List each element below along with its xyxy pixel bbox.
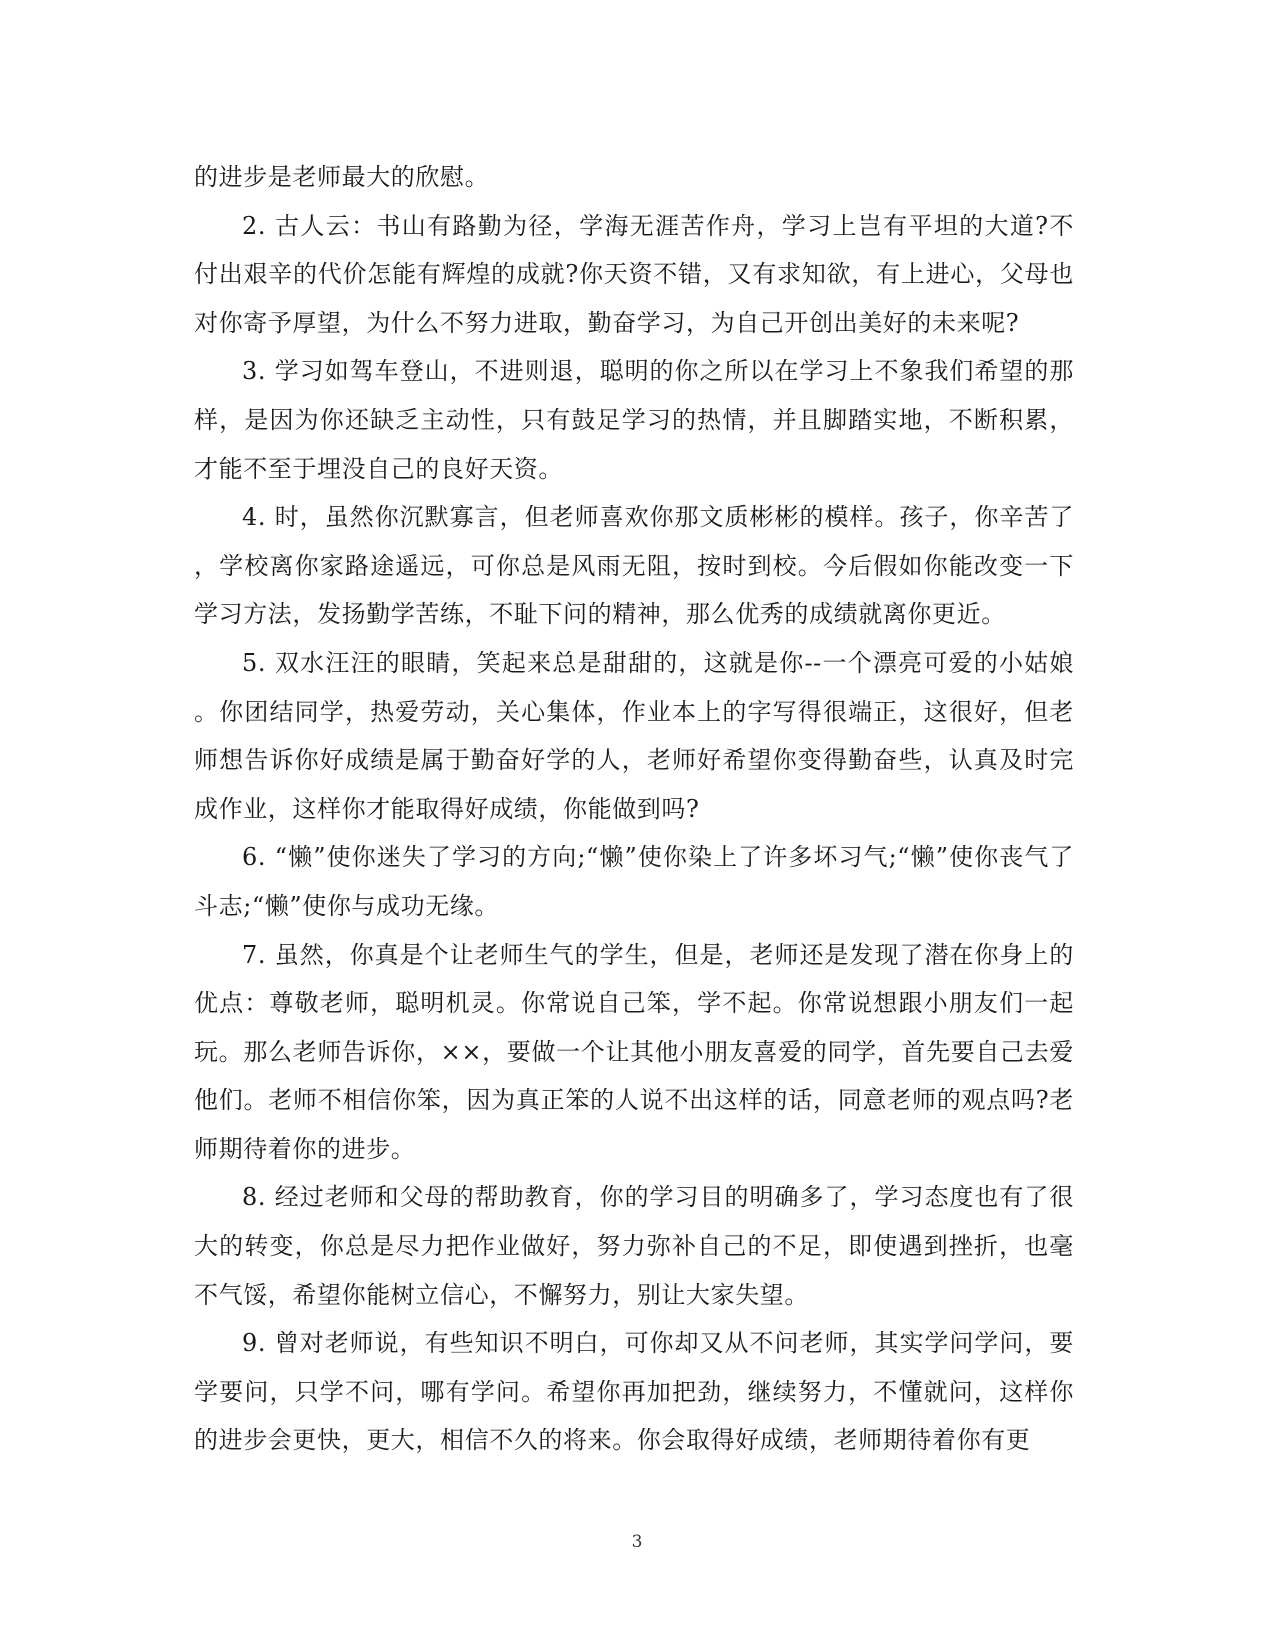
paragraph-item-6: 6. “懒”使你迷失了学习的方向;“懒”使你染上了许多坏习气;“懒”使你丧气了斗志;“懒”使你与成功无缘。 bbox=[194, 843, 1074, 920]
paragraph-item-8: 8. 经过老师和父母的帮助教育，你的学习目的明确多了，学习态度也有了很大的转变，你总是尽力把作业做好，努力弥补自己的不足，即使遇到挫折，也毫不气馁，希望你能树立信心，不懈努力，别让大家失望。 bbox=[194, 1183, 1074, 1309]
paragraph-item-5: 5. 双水汪汪的眼睛，笑起来总是甜甜的，这就是你--一个漂亮可爱的小姑娘。你团结同学，热爱劳动，关心集体，作业本上的字写得很端正，这很好，但老师想告诉你好成绩是属于勤奋好学的人，老师好希望你变得勤奋些，认真及时完成作业，这样你才能取得好成绩，你能做到吗? bbox=[194, 648, 1074, 823]
paragraph-item-4: 4. 时，虽然你沉默寡言，但老师喜欢你那文质彬彬的模样。孩子，你辛苦了，学校离你家路途遥远，可你总是风雨无阻，按时到校。今后假如你能改变一下学习方法，发扬勤学苦练，不耻下问的精神，那么优秀的成绩就离你更近。 bbox=[194, 503, 1074, 629]
page-number: 3 bbox=[631, 1532, 643, 1552]
paragraph-item-2: 2. 古人云：书山有路勤为径，学海无涯苦作舟，学习上岂有平坦的大道?不付出艰辛的代价怎能有辉煌的成就?你天资不错，又有求知欲，有上进心，父母也对你寄予厚望，为什么不努力进取，勤奋学习，为自己开创出美好的未来呢? bbox=[194, 211, 1074, 337]
paragraph-continuation: 的进步是老师最大的欣慰。 bbox=[194, 163, 490, 191]
paragraph-item-9: 9. 曾对老师说，有些知识不明白，可你却又从不问老师，其实学问学问，要学要问，只学不问，哪有学问。希望你再加把劲，继续努力，不懂就问，这样你的进步会更快，更大，相信不久的将来。你会取得好成绩，老师期待着你有更 bbox=[194, 1329, 1074, 1455]
paragraph-item-3: 3. 学习如驾车登山，不进则退，聪明的你之所以在学习上不象我们希望的那样，是因为你还缺乏主动性，只有鼓足学习的热情，并且脚踏实地，不断积累，才能不至于埋没自己的良好天资。 bbox=[194, 357, 1074, 483]
paragraph-item-7: 7. 虽然，你真是个让老师生气的学生，但是，老师还是发现了潜在你身上的优点：尊敬老师，聪明机灵。你常说自己笨，学不起。你常说想跟小朋友们一起玩。那么老师告诉你，××，要做一个让其他小朋友喜爱的同学，首先要自己去爱他们。老师不相信你笨，因为真正笨的人说不出这样的话，同意老师的观点吗?老师期待着你的进步。 bbox=[194, 940, 1074, 1163]
document-body bbox=[194, 153, 1074, 1465]
